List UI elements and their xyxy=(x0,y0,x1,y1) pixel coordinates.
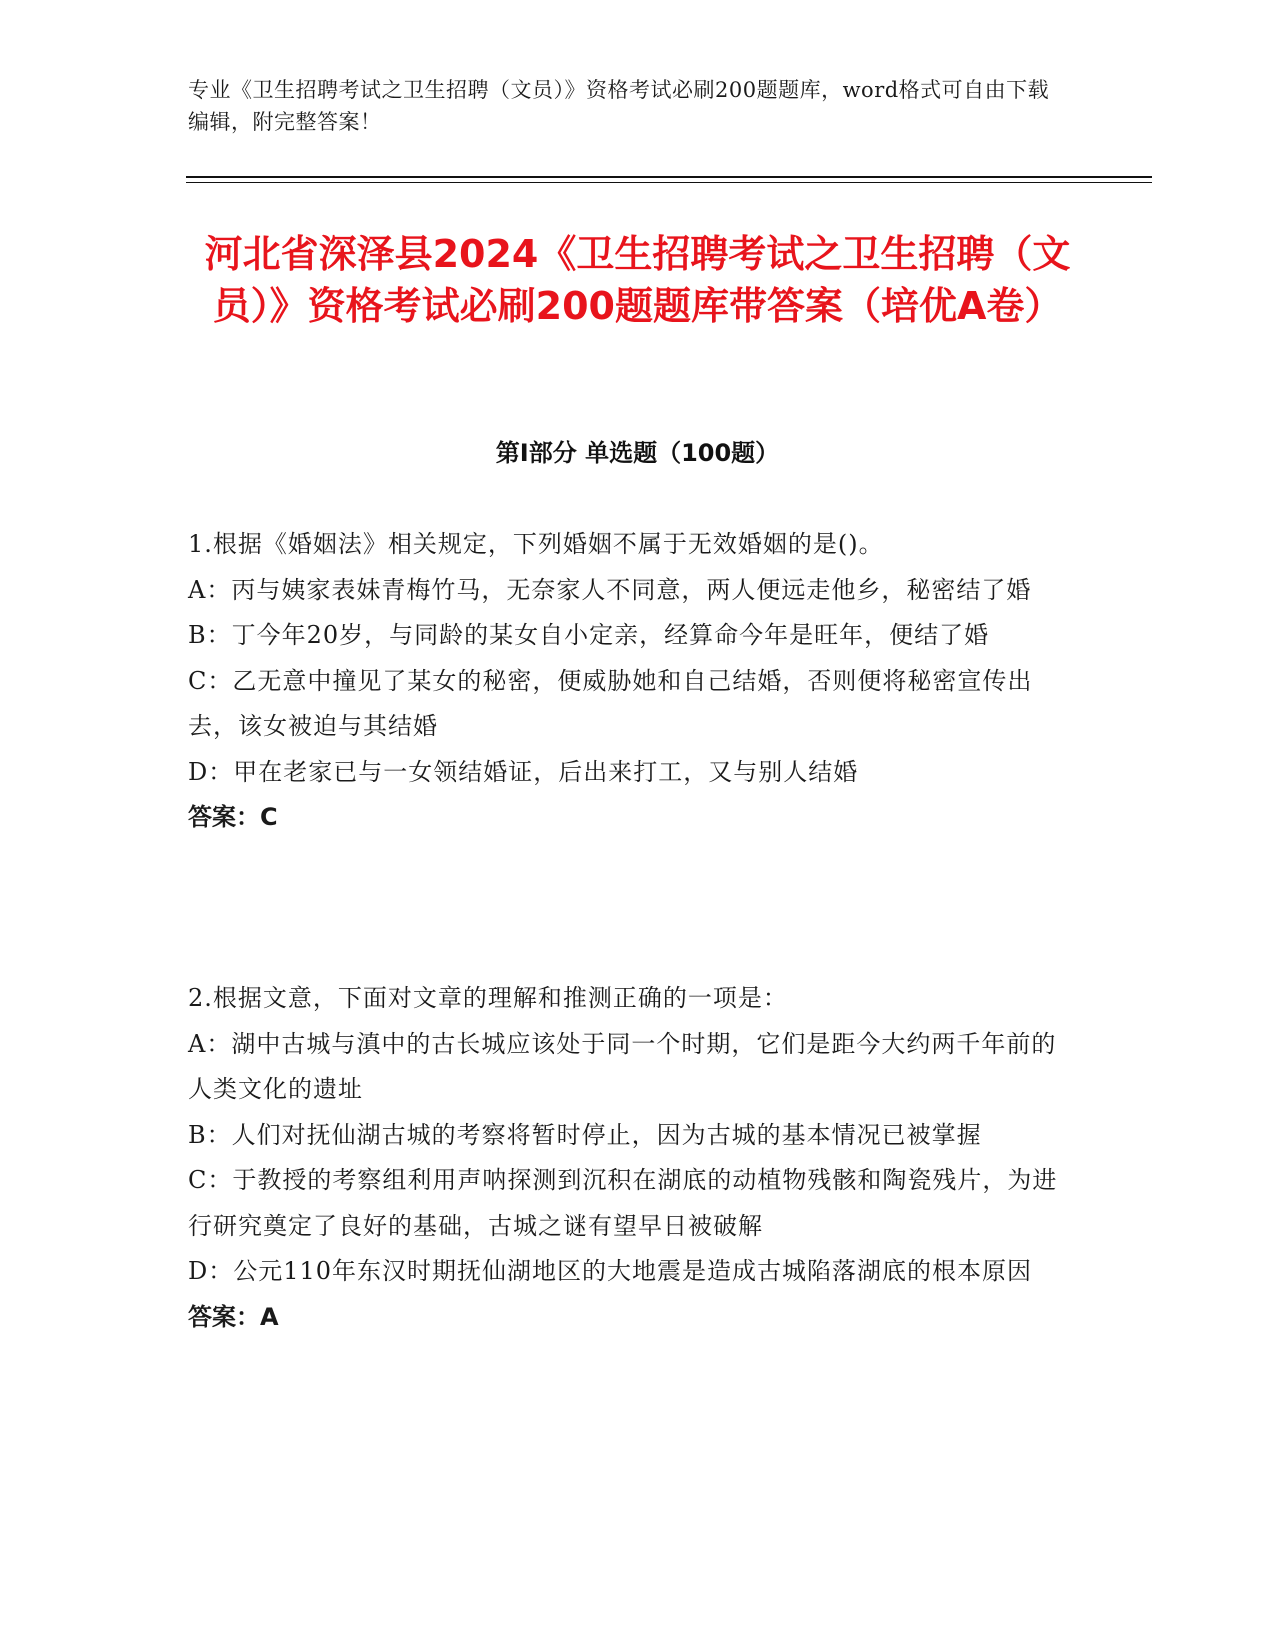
answer: 答案：C xyxy=(188,803,278,831)
question-stem: 1.根据《婚姻法》相关规定，下列婚姻不属于无效婚姻的是()。 xyxy=(188,530,884,558)
option-a: A：湖中古城与滇中的古长城应该处于同一个时期，它们是距今大约两千年前的人类文化的遗址 xyxy=(188,1029,1057,1103)
question-1 xyxy=(188,522,1073,841)
answer: 答案：A xyxy=(188,1302,279,1331)
header-note: 专业《卫生招聘考试之卫生招聘（文员）》资格考试必刷200题题库，word格式可自由下载编辑，附完整答案！ xyxy=(188,78,1050,134)
section-title: 第Ⅰ部分 单选题（100题） xyxy=(495,439,780,467)
question-stem: 2.根据文意，下面对文章的理解和推测正确的一项是： xyxy=(188,984,788,1012)
page-title: 河北省深泽县2024《卫生招聘考试之卫生招聘（文员）》资格考试必刷200题题库带答案（培优A卷） xyxy=(204,232,1071,328)
option-c: C：于教授的考察组利用声呐探测到沉积在湖底的动植物残骸和陶瓷残片，为进行研究奠定了良好的基础，古城之谜有望早日被破解 xyxy=(188,1166,1058,1240)
option-d: D：甲在老家已与一女领结婚证，后出来打工，又与别人结婚 xyxy=(188,757,859,786)
option-b: B：人们对抚仙湖古城的考察将暂时停止，因为古城的基本情况已被掌握 xyxy=(188,1120,982,1149)
option-b: B：丁今年20岁，与同龄的某女自小定亲，经算命今年是旺年，便结了婚 xyxy=(188,621,990,649)
option-a: A：丙与姨家表妹青梅竹马，无奈家人不同意，两人便远走他乡，秘密结了婚 xyxy=(188,575,1032,604)
option-c: C：乙无意中撞见了某女的秘密，便威胁她和自己结婚，否则便将秘密宣传出去，该女被迫与其结婚 xyxy=(188,666,1033,740)
header-rule-thin xyxy=(186,182,1152,183)
header-rule-thick xyxy=(186,176,1152,178)
option-d: D：公元110年东汉时期抚仙湖地区的大地震是造成古城陷落湖底的根本原因 xyxy=(188,1257,1033,1285)
question-2 xyxy=(188,976,1073,1340)
